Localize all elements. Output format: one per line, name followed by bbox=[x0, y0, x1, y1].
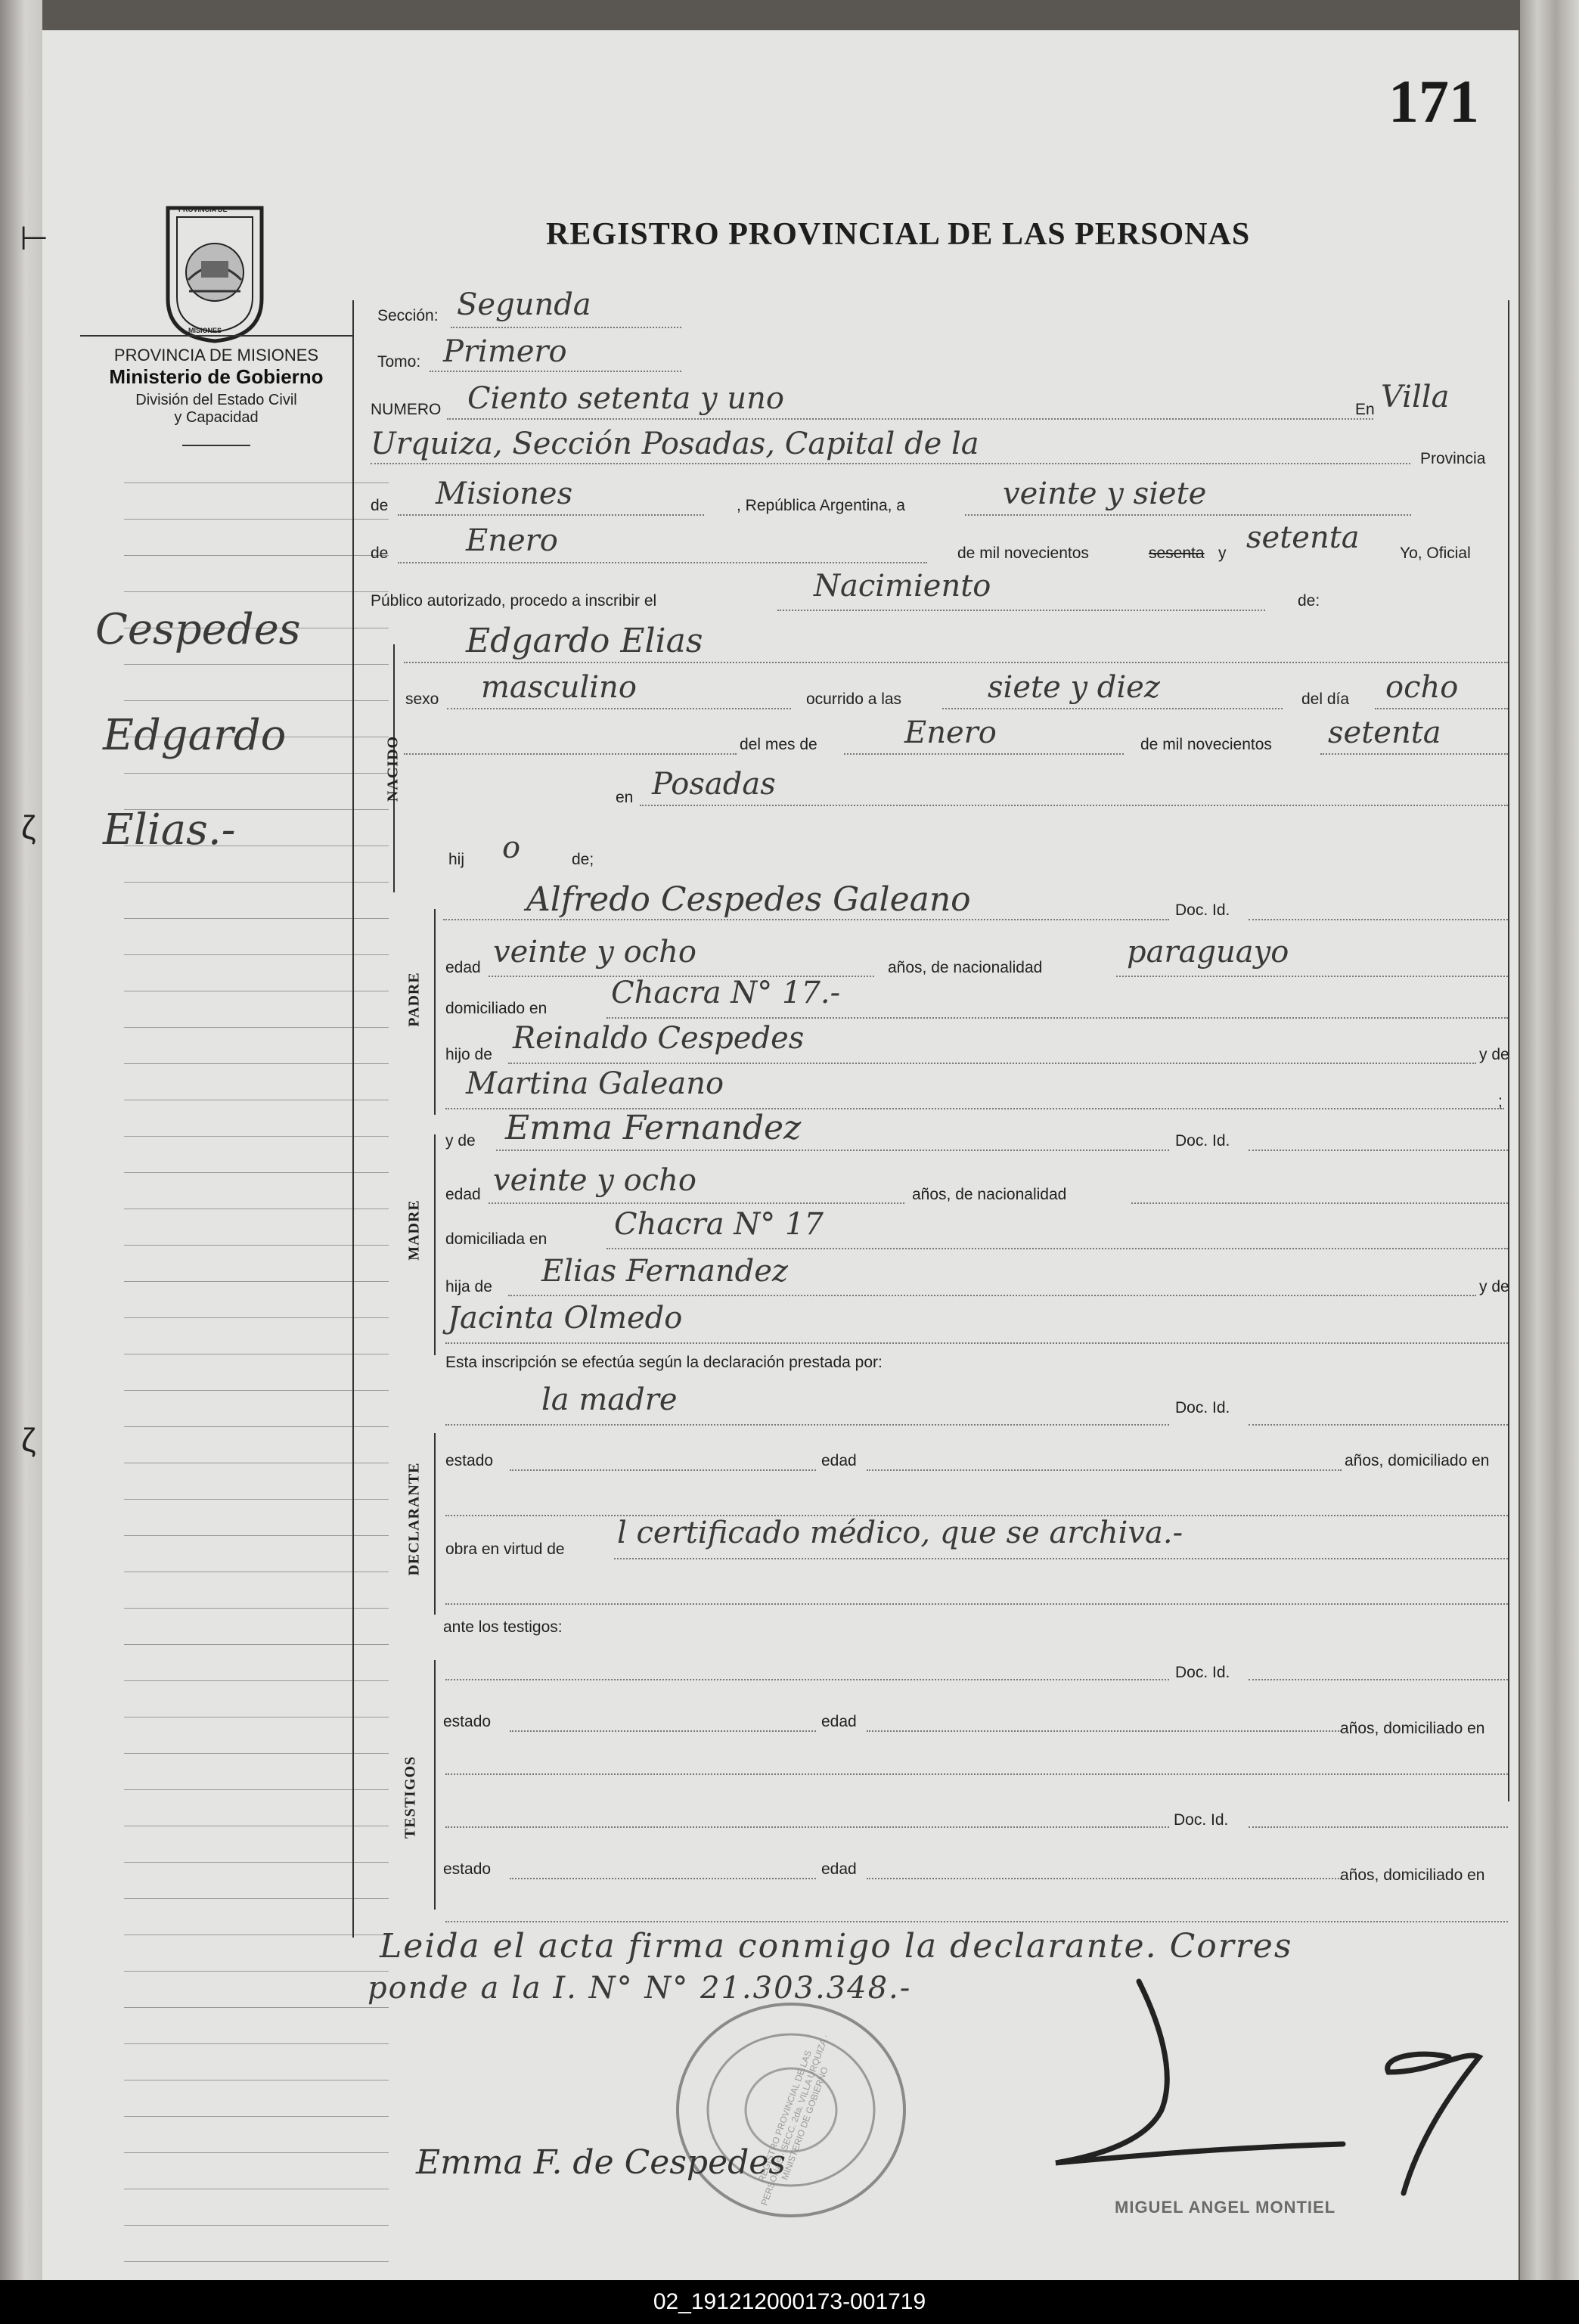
margin-rule bbox=[124, 664, 389, 665]
seccion-label: Sección: bbox=[377, 307, 439, 324]
numero-value: Ciento setenta y uno bbox=[467, 381, 784, 416]
padre-hijo-line bbox=[508, 1063, 1476, 1064]
padre-doc-line bbox=[1249, 919, 1508, 920]
madre-y-de-label: y de bbox=[445, 1132, 476, 1150]
padre-nac-line bbox=[1116, 976, 1508, 977]
dia-value: veinte y siete bbox=[1003, 476, 1207, 511]
padre-name-line bbox=[443, 919, 1169, 920]
testigo2-edad-label: edad bbox=[821, 1860, 857, 1878]
official-name-stamp: MIGUEL ANGEL MONTIEL bbox=[1115, 2198, 1336, 2217]
padre-nac-value: paraguayo bbox=[1127, 935, 1289, 970]
testigo2-doc-label: Doc. Id. bbox=[1174, 1811, 1229, 1829]
decl-estado-line bbox=[510, 1469, 816, 1471]
padre-doc-label: Doc. Id. bbox=[1175, 901, 1230, 919]
nacido-name-line bbox=[404, 662, 1508, 663]
hora-line bbox=[942, 708, 1283, 709]
lugar-nacido-value: Posadas bbox=[652, 767, 776, 802]
margin-rule bbox=[124, 1680, 389, 1681]
provincia-value: Misiones bbox=[436, 476, 573, 511]
testigo1-doc-label: Doc. Id. bbox=[1175, 1664, 1230, 1681]
madre-dom-line bbox=[606, 1248, 1508, 1249]
testigo2-blank-line bbox=[445, 1921, 1508, 1922]
ocurrido-label: ocurrido a las bbox=[806, 690, 902, 708]
margin-rule bbox=[124, 1027, 389, 1028]
tomo-label: Tomo: bbox=[377, 353, 421, 371]
main-left-border bbox=[352, 300, 354, 1938]
republica-label: , República Argentina, a bbox=[737, 497, 905, 514]
en-nacido-label: en bbox=[616, 789, 634, 806]
acto-line bbox=[777, 610, 1265, 611]
lugar-line bbox=[371, 463, 1410, 464]
margin-second-name: Elias.- bbox=[103, 805, 236, 855]
madre-section-label: MADRE bbox=[405, 1199, 423, 1261]
obra-value: l certificado médico, que se archiva.- bbox=[617, 1516, 1183, 1550]
declarante-line bbox=[445, 1424, 1169, 1426]
numero-label: NUMERO bbox=[371, 401, 442, 418]
decl-dom-label: años, domiciliado en bbox=[1345, 1452, 1490, 1469]
testigo2-dom-label: años, domiciliado en bbox=[1340, 1866, 1485, 1884]
margin-rule bbox=[124, 1898, 389, 1899]
margin-rule bbox=[124, 918, 389, 919]
acto-value: Nacimiento bbox=[814, 569, 991, 603]
mes-value: Enero bbox=[466, 523, 558, 558]
madre-edad-line bbox=[489, 1202, 904, 1204]
padre-edad-value: veinte y ocho bbox=[493, 935, 696, 970]
margin-rule bbox=[124, 1136, 389, 1137]
decl-edad-line bbox=[867, 1469, 1342, 1471]
testigos-section-label: TESTIGOS bbox=[402, 1755, 419, 1839]
margin-rule bbox=[124, 1390, 389, 1391]
obra-label: obra en virtud de bbox=[445, 1541, 565, 1558]
madre-name: Emma Fernandez bbox=[505, 1109, 802, 1147]
testigo2-name-line bbox=[445, 1826, 1169, 1828]
margin-rule bbox=[124, 1971, 389, 1972]
testigo1-doc-line bbox=[1249, 1679, 1508, 1680]
decl-blank-line-2 bbox=[445, 1603, 1508, 1605]
hij-label: hij bbox=[448, 851, 465, 868]
margin-rule bbox=[124, 1281, 389, 1282]
margin-rule bbox=[124, 1499, 389, 1500]
dia-nacido-line bbox=[1375, 708, 1508, 709]
padre-padre-value: Reinaldo Cespedes bbox=[513, 1021, 805, 1056]
madre-padre-value: Elias Fernandez bbox=[541, 1254, 788, 1289]
madre-dom-label: domiciliada en bbox=[445, 1230, 548, 1248]
margin-surname: Cespedes bbox=[95, 605, 301, 654]
sesenta-struck: sesenta bbox=[1149, 545, 1205, 562]
madre-madre-value: Jacinta Olmedo bbox=[448, 1301, 683, 1336]
left-binding bbox=[0, 0, 42, 2280]
closing-line-2: ponde a la I. N° N° 21.303.348.- bbox=[368, 1971, 912, 2006]
nacido-name: Edgardo Elias bbox=[466, 622, 703, 660]
testigo1-edad-line bbox=[867, 1730, 1342, 1732]
de-label-2: de bbox=[371, 545, 389, 562]
margin-rule bbox=[124, 1608, 389, 1609]
margin-rule bbox=[124, 555, 389, 556]
madre-edad-label: edad bbox=[445, 1186, 481, 1203]
tomo-line bbox=[430, 371, 681, 372]
margin-rule bbox=[124, 2043, 389, 2044]
declarante-doc-line bbox=[1249, 1424, 1508, 1426]
madre-hija-label: hija de bbox=[445, 1278, 492, 1295]
padre-section-label: PADRE bbox=[405, 972, 423, 1027]
mil-label: de mil novecientos bbox=[957, 545, 1089, 562]
madre-bracket bbox=[434, 1134, 436, 1355]
publico-label: Público autorizado, procedo a inscribir el bbox=[371, 592, 657, 610]
testigo2-estado-label: estado bbox=[443, 1860, 492, 1878]
seal-text-top: PROVINCIA DE bbox=[178, 206, 228, 213]
margin-rule bbox=[124, 773, 389, 774]
image-caption: 02_191212000173-001719 bbox=[0, 2280, 1579, 2324]
margin-rule bbox=[124, 2116, 389, 2117]
margin-rule bbox=[124, 882, 389, 883]
document-title: REGISTRO PROVINCIAL DE LAS PERSONAS bbox=[546, 217, 1251, 252]
province-name: PROVINCIA DE MISIONES bbox=[113, 346, 319, 365]
anio-nacido-value: setenta bbox=[1328, 715, 1441, 750]
de-label-1: de bbox=[371, 497, 389, 514]
margin-rule bbox=[124, 591, 389, 592]
dia-line bbox=[965, 514, 1411, 516]
madre-name-line bbox=[496, 1150, 1169, 1151]
en-label: En bbox=[1355, 401, 1375, 418]
margin-rule bbox=[124, 2261, 389, 2262]
page-number: 171 bbox=[1388, 69, 1479, 135]
official-signature-icon bbox=[1025, 1966, 1525, 2223]
y-label: y bbox=[1218, 545, 1227, 562]
closing-line-1: Leida el acta firma conmigo la declarante. Corres bbox=[380, 1927, 1293, 1966]
padre-y-de-label: y de bbox=[1479, 1046, 1509, 1063]
margin-rule bbox=[124, 519, 389, 520]
margin-rule bbox=[124, 1789, 389, 1790]
anio-nacido-line bbox=[1320, 753, 1508, 755]
margin-first-name: Edgardo bbox=[103, 711, 287, 760]
margin-rule bbox=[124, 700, 389, 701]
madre-nac-line bbox=[1131, 1202, 1508, 1204]
yo-label: Yo, Oficial bbox=[1400, 545, 1471, 562]
declarante-doc-label: Doc. Id. bbox=[1175, 1399, 1230, 1416]
madre-dom-value: Chacra N° 17 bbox=[614, 1207, 824, 1242]
division-line1: División del Estado Civil bbox=[135, 392, 297, 408]
testigos-label: ante los testigos: bbox=[443, 1618, 563, 1636]
inscripcion-label: Esta inscripción se efectúa según la declaración prestada por: bbox=[445, 1354, 883, 1371]
margin-rule bbox=[124, 2225, 389, 2226]
dia-nacido-value: ocho bbox=[1385, 670, 1459, 705]
sexo-label: sexo bbox=[405, 690, 439, 708]
division-line2: y Capacidad bbox=[174, 409, 259, 426]
testigo1-estado-line bbox=[510, 1730, 816, 1732]
madre-madre-line bbox=[445, 1342, 1508, 1344]
anio-value: setenta bbox=[1246, 520, 1360, 555]
margin-rule bbox=[124, 1753, 389, 1754]
padre-dom-line bbox=[606, 1017, 1508, 1019]
mes-label: del mes de bbox=[740, 736, 817, 753]
binding-hole-icon: ζ bbox=[21, 1422, 36, 1459]
de-colon-label: de: bbox=[1298, 592, 1320, 610]
hora-value: siete y diez bbox=[988, 670, 1160, 705]
en-value: Villa bbox=[1381, 380, 1450, 414]
madre-y-de-label-2: y de bbox=[1479, 1278, 1509, 1295]
province-seal-icon bbox=[162, 200, 268, 344]
margin-rule bbox=[124, 1317, 389, 1318]
padre-edad-label: edad bbox=[445, 959, 481, 976]
declarante-signature: Emma F. de Cespedes bbox=[416, 2143, 786, 2182]
tomo-value: Primero bbox=[443, 334, 567, 369]
testigo2-estado-line bbox=[510, 1878, 816, 1879]
margin-rule bbox=[124, 482, 389, 483]
padre-hijo-label: hijo de bbox=[445, 1046, 492, 1063]
declarante-value: la madre bbox=[541, 1382, 678, 1417]
madre-nac-label: años, de nacionalidad bbox=[912, 1186, 1067, 1203]
margin-rule bbox=[124, 2007, 389, 2008]
padre-name: Alfredo Cespedes Galeano bbox=[526, 880, 971, 919]
binding-hole-icon: ⊢ bbox=[20, 220, 49, 257]
testigo1-edad-label: edad bbox=[821, 1713, 857, 1730]
testigos-bracket bbox=[434, 1660, 436, 1910]
document-page bbox=[20, 30, 1519, 2280]
margin-rule bbox=[124, 1172, 389, 1173]
numero-line bbox=[447, 418, 1373, 420]
right-binding bbox=[1520, 0, 1579, 2280]
sexo-line bbox=[447, 708, 791, 709]
seal-text-bottom: MISIONES bbox=[188, 327, 222, 334]
madre-hija-line bbox=[508, 1295, 1476, 1296]
testigo1-dom-label: años, domiciliado en bbox=[1340, 1720, 1485, 1737]
ministry-bottom-rule bbox=[182, 445, 250, 446]
de-semicolon-label: de; bbox=[572, 851, 594, 868]
declarante-bracket bbox=[434, 1433, 436, 1615]
margin-rule bbox=[124, 1063, 389, 1064]
seal-ring-text: REGISTRO PROVINCIAL DE LAS PERSONAS · SECC. 2da. VILLA URQUIZA · MINISTERIO DE GOBIERNO bbox=[755, 2032, 831, 2208]
declarante-section-label: DECLARANTE bbox=[405, 1462, 423, 1576]
testigo1-estado-label: estado bbox=[443, 1713, 492, 1730]
margin-rule bbox=[124, 1535, 389, 1536]
mes-line bbox=[398, 562, 927, 563]
margin-rule bbox=[124, 1426, 389, 1427]
binding-hole-icon: ζ bbox=[21, 809, 36, 846]
padre-madre-value: Martina Galeano bbox=[466, 1066, 724, 1101]
padre-nac-label: años, de nacionalidad bbox=[888, 959, 1043, 976]
padre-dom-label: domiciliado en bbox=[445, 1000, 548, 1017]
margin-rule bbox=[124, 954, 389, 955]
madre-doc-label: Doc. Id. bbox=[1175, 1132, 1230, 1150]
madre-doc-line bbox=[1249, 1150, 1508, 1151]
margin-rule bbox=[124, 1644, 389, 1645]
margin-rule bbox=[124, 2152, 389, 2153]
anio-nacido-label: de mil novecientos bbox=[1140, 736, 1272, 753]
mes-nacido-line bbox=[844, 753, 1124, 755]
testigo1-blank-line bbox=[445, 1773, 1508, 1775]
lugar-value: Urquiza, Sección Posadas, Capital de la bbox=[371, 427, 979, 461]
padre-semicolon: ; bbox=[1498, 1093, 1503, 1110]
nacido-section-label: NACIDO bbox=[384, 735, 402, 802]
sexo-value: masculino bbox=[481, 670, 637, 705]
margin-rule bbox=[124, 1862, 389, 1863]
padre-bracket bbox=[434, 909, 436, 1115]
decl-edad-label: edad bbox=[821, 1452, 857, 1469]
lugar-nacido-line bbox=[640, 805, 1508, 806]
testigo1-name-line bbox=[445, 1679, 1169, 1680]
obra-line bbox=[614, 1558, 1508, 1559]
testigo2-doc-line bbox=[1249, 1826, 1508, 1828]
mes-nacido-value: Enero bbox=[904, 715, 997, 750]
testigo2-edad-line bbox=[867, 1878, 1342, 1879]
provincia-label: Provincia bbox=[1420, 450, 1486, 467]
padre-dom-value: Chacra N° 17.- bbox=[611, 976, 841, 1010]
nacido-blank-line bbox=[404, 753, 737, 755]
provincia-line bbox=[398, 514, 704, 516]
margin-rule bbox=[124, 1245, 389, 1246]
hij-suffix: o bbox=[502, 830, 521, 865]
seccion-value: Segunda bbox=[457, 287, 591, 322]
decl-estado-label: estado bbox=[445, 1452, 494, 1469]
dia-label: del día bbox=[1301, 690, 1350, 708]
seccion-line bbox=[451, 327, 681, 328]
madre-edad-value: veinte y ocho bbox=[493, 1163, 696, 1198]
ministry-name: Ministerio de Gobierno bbox=[109, 365, 324, 388]
